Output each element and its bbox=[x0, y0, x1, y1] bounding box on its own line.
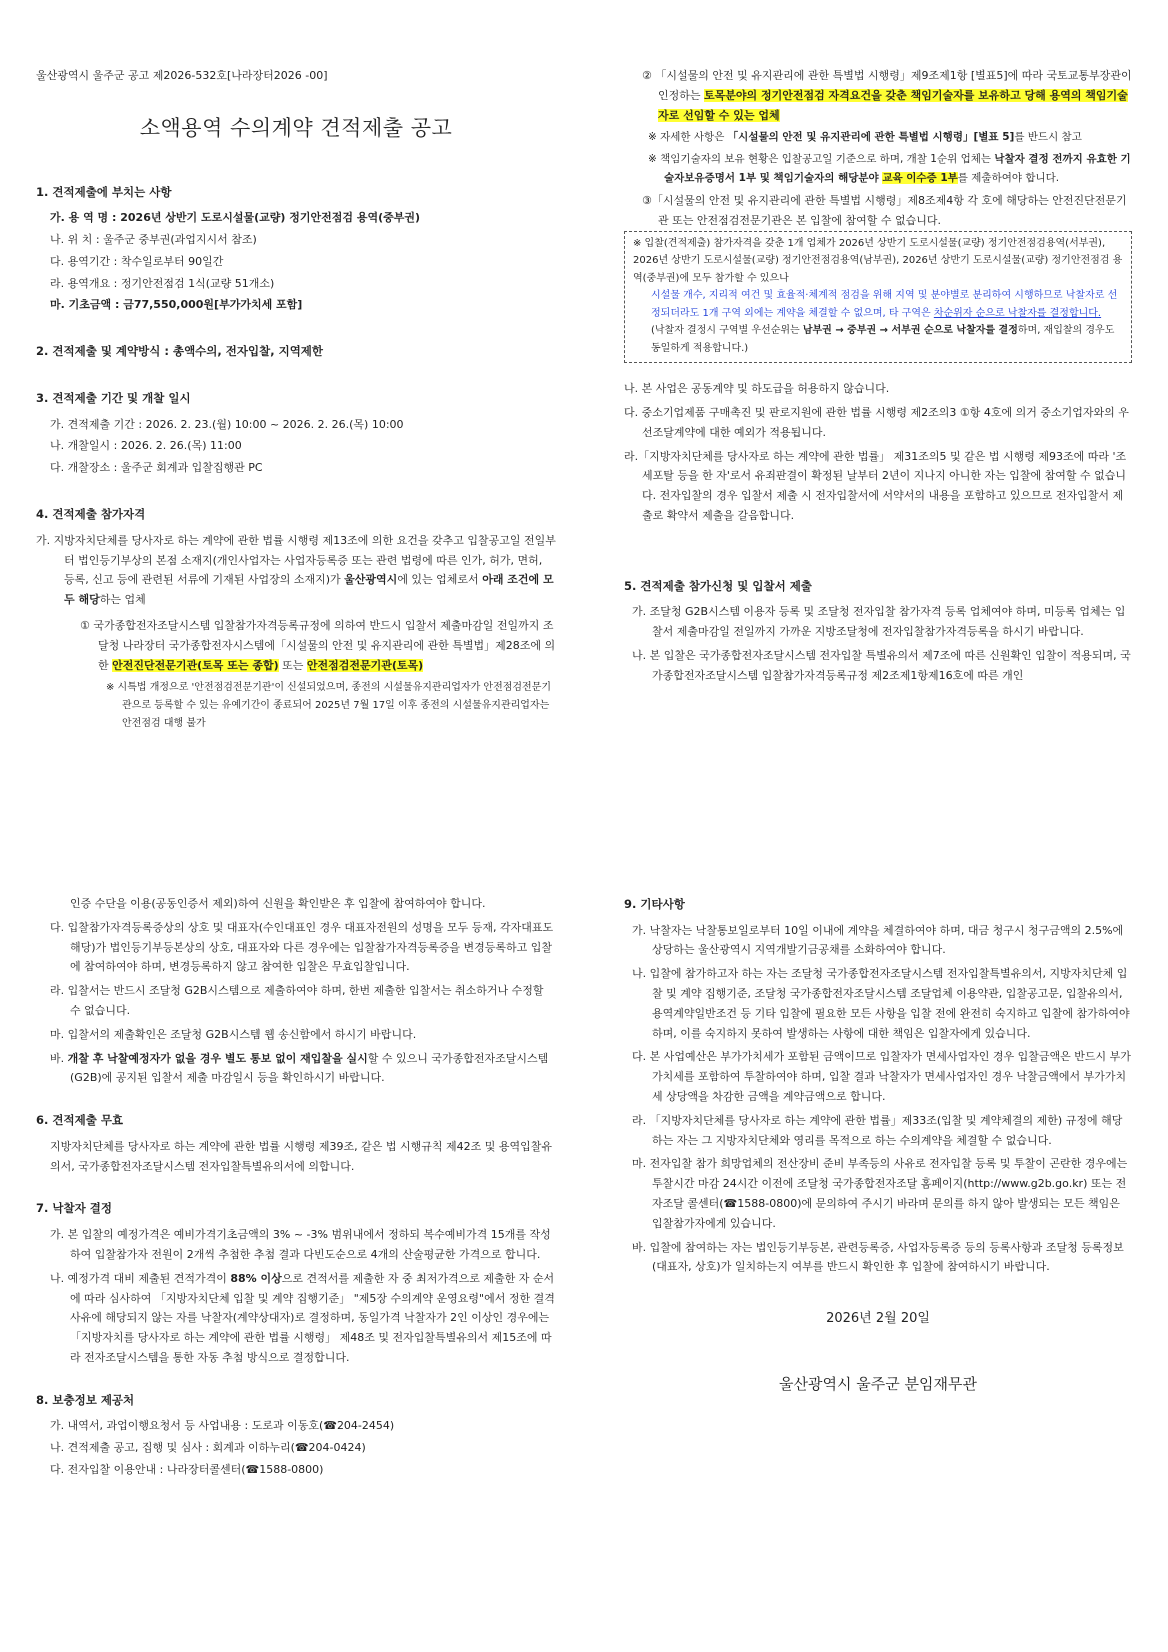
notice-number: 울산광역시 울주군 공고 제2026-532호[나라장터2026 -00] bbox=[36, 69, 328, 82]
s1-item-overview: 라. 용역개요 : 정기안전점검 1식(교량 51개소) bbox=[50, 276, 275, 290]
s1-item-location: 나. 위 치 : 울주군 중부권(과업지시서 참조) bbox=[50, 233, 257, 247]
r-qualification-2: ② 「시설물의 안전 및 유지관리에 관한 특별법 시행령」제9조제1항 [별표5]에 따라 국토교통부장관이 인정하는 토목분야의 정기안전점검 자격요건을 갖춘 책임기술자를 보유하고 당해 용역의 책임기술자로 선임할 수 있는 업체 bbox=[642, 69, 1132, 122]
s3-item-opening: 나. 개찰일시 : 2026. 2. 26.(목) 11:00 bbox=[50, 439, 242, 453]
box-blue-text: 시설물 개수, 지리적 여건 및 효율적·체계적 점검을 위해 지역 및 분야별로 분리하여 시행하므로 낙찰자로 선정되더라도 1개 구역 외에는 계약을 체결할 수 없으며, 타 구역은 차순위자 순으로 낙찰자를 결정합니다. bbox=[651, 290, 1118, 319]
s1-item-name: 가. 용 역 명 : 2026년 상반기 도로시설물(교량) 정기안전점검 용역(중부권) bbox=[50, 211, 421, 225]
r-note-2: ※ 책임기술자의 보유 현황은 입찰공고일 기준으로 하며, 개찰 1순위 업체는 낙찰자 결정 전까지 유효한 기술자보유증명서 1부 및 책임기술자의 해당분야 교육 이수증 1부를 제출하여야 합니다. bbox=[648, 153, 1131, 185]
s4-item-ga: 가. 지방자치단체를 당사자로 하는 계약에 관한 법률 시행령 제13조에 의한 요건을 갖추고 입찰공고일 전일부터 법인등기부상의 본점 소재지(개인사업자는 사업자등록증 또는 관련 법령에 따른 인가, 허가, 면허, 등록, 신고 등에 관련된 서류에 기재된 사업장의 소재지)가 울산광역시에 있는 업체로서 아래 조건에 모두 해당하는 업체 bbox=[36, 533, 556, 607]
page2-right-column bbox=[624, 894, 1132, 1398]
s3-item-period: 가. 견적제출 기간 : 2026. 2. 23.(월) 10:00 ~ 2026. 2. 26.(목) 10:00 bbox=[50, 417, 404, 431]
s1-item-base-amount: 마. 기초금액 : 금77,550,000원[부가가치세 포함] bbox=[50, 298, 303, 312]
notice-box bbox=[624, 231, 1132, 364]
s1-item-period: 다. 용역기간 : 착수일로부터 90일간 bbox=[50, 254, 224, 268]
s8-item-ga: 가. 내역서, 과업이행요청서 등 사업내용 : 도로과 이동호(☎204-2454) bbox=[50, 1419, 395, 1433]
s9-item-da: 다. 본 사업예산은 부가가치세가 포함된 금액이므로 입찰자가 면세사업자인 경우 입찰금액은 반드시 부가가치세를 포함하여 투찰하여야 하며, 입찰 결과 낙찰자가 면세사업자인 경우 낙찰금액에서 부가가치세 상당액을 차감한 금액을 계약금액으로 합니다. bbox=[632, 1050, 1131, 1104]
s9-item-na: 나. 입찰에 참가하고자 하는 자는 조달청 국가종합전자조달시스템 전자입찰특별유의서, 지방자치단체 입찰 및 계약 집행기준, 조달청 국가종합전자조달시스템 조달업체 이용약관, 입찰공고문, 입찰유의서, 용역계약일반조건 등 기타 입찰에 필요한 모든 사항을 입찰 전에 완전히 숙지하고 입찰에 참가하여야 하며, 이를 숙지하지 못하여 발생하는 사항에 대한 책임은 입찰자에게 있습니다. bbox=[632, 967, 1130, 1040]
s8-item-da: 다. 전자입찰 이용안내 : 나라장터콜센터(☎1588-0800) bbox=[50, 1463, 324, 1476]
section-6-title: 6. 견적제출 무효 bbox=[36, 1113, 124, 1128]
s8-item-na: 나. 견적제출 공고, 집행 및 심사 : 회계과 이하누리(☎204-0424) bbox=[50, 1441, 366, 1455]
section-7-title: 7. 낙찰자 결정 bbox=[36, 1201, 112, 1216]
s3-item-place: 다. 개찰장소 : 울주군 회계과 입찰집행관 PC bbox=[50, 461, 263, 475]
r-item-na: 나. 본 사업은 공동계약 및 하도급을 허용하지 않습니다. bbox=[624, 382, 890, 396]
s7-item-na: 나. 예정가격 대비 제출된 견적가격이 88% 이상으로 견적서를 제출한 자 중 최저가격으로 제출한 자 순서에 따라 심사하여 「지방자치단체 입찰 및 계약 집행기준」 "제5장 수의계약 운영요령"에서 정한 결격사유에 해당되지 않는 자를 낙찰자(계약상대자)로 결정하며, 동일가격 낙찰자가 2인 이상인 경우에는 「지방자치를 당사자로 하는 계약에 관한 법률 시행령」 제48조 및 전자입찰특별유의서 제15조에 따라 전자조달시스템을 통한 자동 추첨 방식으로 결정합니다. bbox=[50, 1271, 555, 1364]
s4-sub-1: ① 국가종합전자조달시스템 입찰참가자격등록규정에 의하여 반드시 입찰서 제출마감일 전일까지 조달청 나라장터 국가종합전자시스템에「시설물의 안전 및 유지관리에 관한 특별법」제28조에 의한 안전진단전문기관(토목 또는 종합) 또는 안전점검전문기관(토목) bbox=[80, 618, 556, 672]
page1-left-column bbox=[36, 66, 556, 735]
s9-item-ga: 가. 낙찰자는 낙찰통보일로부터 10일 이내에 계약을 체결하여야 하며, 대금 청구시 청구금액의 2.5%에 상당하는 울산광역시 지역개발기금공채를 소화하여야 합니다. bbox=[632, 923, 1124, 957]
issuing-organization: 울산광역시 울주군 분임재무관 bbox=[779, 1374, 977, 1393]
r-item-ra: 라.「지방자치단체를 당사자로 하는 계약에 관한 법률」 제31조의5 및 같은 법 시행령 제93조에 따라 '조세포탈 등을 한 자'로서 유죄판결이 확정된 날부터 2년이 지나지 아니한 자는 입찰에 참여할 수 없습니다. 전자입찰의 경우 입찰서 제출 시 전자입찰서에 서약서의 내용을 포함하고 있으므로 전자입찰서 제출로 확약서 제출을 갈음합니다. bbox=[624, 449, 1127, 522]
section-1-title: 1. 견적제출에 부치는 사항 bbox=[36, 184, 172, 199]
notice-date: 2026년 2월 20일 bbox=[826, 1311, 930, 1327]
s6-text: 지방자치단체를 당사자로 하는 계약에 관한 법률 시행령 제39조, 같은 법 시행규칙 제42조 및 용역입찰유의서, 국가종합전자조달시스템 전자입찰특별유의서에 의합니다. bbox=[50, 1139, 552, 1173]
s5-item-da: 다. 입찰참가자격등록증상의 상호 및 대표자(수인대표인 경우 대표자전원의 성명을 모두 등재, 각자대표도 해당)가 법인등기부등본상의 상호, 대표자와 다른 경우에는 입찰참가자격등록증을 변경등록하고 입찰에 참여하여야 하며, 변경등록하지 않고 참여한 입찰은 무효입찰입니다. bbox=[50, 920, 554, 974]
s5-item-ga: 가. 조달청 G2B시스템 이용자 등록 및 조달청 전자입찰 참가자격 등록 업체여야 하며, 미등록 업체는 입찰서 제출마감일 전일까지 가까운 지방조달청에 전자입찰참가자격등록을 하시기 바랍니다. bbox=[632, 605, 1126, 639]
section-9-title: 9. 기타사항 bbox=[624, 897, 685, 911]
document-title: 소액용역 수의계약 견적제출 공고 bbox=[139, 115, 453, 140]
r-qualification-3: ③「시설물의 안전 및 유지관리에 관한 특별법 시행령」제8조제4항 각 호에 해당하는 안전진단전문기관 또는 안전점검전문기관은 본 입찰에 참여할 수 없습니다. bbox=[642, 194, 1127, 227]
section-3-title: 3. 견적제출 기간 및 개찰 일시 bbox=[36, 390, 191, 405]
page2-left-column bbox=[36, 894, 556, 1482]
s5-continued: 인증 수단을 이용(공동인증서 제외)하여 신원을 확인받은 후 입찰에 참여하여야 합니다. bbox=[70, 897, 486, 910]
section-8-title: 8. 보충정보 제공처 bbox=[36, 1392, 135, 1407]
s5-item-ba: 바. 개찰 후 낙찰예정자가 없을 경우 별도 통보 없이 재입찰을 실시할 수 있으니 국가종합전자조달시스템(G2B)에 공지된 입찰서 제출 마감일시 등을 확인하시기 바랍니다. bbox=[50, 1051, 549, 1085]
s9-item-ra: 라. 「지방자치단체를 당사자로 하는 계약에 관한 법률」제33조(입찰 및 계약체결의 제한) 규정에 해당하는 자는 그 지방자치단체와 영리를 목적으로 하는 수의계약을 체결할 수 없습니다. bbox=[632, 1113, 1123, 1147]
s4-note: ※ 시특법 개정으로 '안전점검전문기관'이 신설되었으며, 종전의 시설물유지관리업자가 안전점검전문기관으로 등록할 수 있는 유예기간이 종료되어 2025년 7월 17일 이후 종전의 시설물유지관리업자는 안전점검 대행 불가 bbox=[106, 682, 552, 730]
section-4-title: 4. 견적제출 참가자격 bbox=[36, 507, 146, 522]
section-5-title: 5. 견적제출 참가신청 및 입찰서 제출 bbox=[624, 578, 812, 593]
r-note-1: ※ 자세한 사항은 「시설물의 안전 및 유지관리에 관한 특별법 시행령」[별표 5]를 반드시 참고 bbox=[648, 131, 1082, 144]
s9-item-ma: 마. 전자입찰 참가 희망업체의 전산장비 준비 부족등의 사유로 전자입찰 등록 및 투찰이 곤란한 경우에는 투찰시간 마감 24시간 이전에 조달청 국가종합전자조달 홈페이지(http://www.g2b.go.kr) 또는 전자조달 콜센터(☎1588-0800)에 문의하여 주시기 바라며 문의를 하지 않아 발생되는 모든 책임은 입찰참가자에게 있습니다. bbox=[632, 1157, 1128, 1230]
s5-item-ra: 라. 입찰서는 반드시 조달청 G2B시스템으로 제출하여야 하며, 한번 제출한 입찰서는 취소하거나 수정할 수 없습니다. bbox=[50, 984, 544, 1017]
s5-item-ma: 마. 입찰서의 제출확인은 조달청 G2B시스템 웹 송신함에서 하시기 바랍니다. bbox=[50, 1027, 417, 1041]
page1-right-column bbox=[624, 66, 1132, 690]
box-priority-text: (낙찰자 결정시 구역별 우선순위는 남부권 → 중부권 → 서부권 순으로 낙찰자를 결정하며, 재입찰의 경우도 동일하게 적용합니다.) bbox=[651, 325, 1115, 354]
s5-item-na: 나. 본 입찰은 국가종합전자조달시스템 전자입찰 특별유의서 제7조에 따른 신원확인 입찰이 적용되며, 국가종합전자조달시스템 입찰참가자격등록규정 제2조제1항제16호에 따른 개인 bbox=[632, 649, 1131, 682]
s7-item-ga: 가. 본 입찰의 예정가격은 예비가격기초금액의 3% ~ -3% 범위내에서 정하되 복수예비가격 15개를 작성하여 입찰참가자 전원이 2개씩 추첨한 추첨 결과 다빈도순으로 4개의 산술평균한 가격으로 합니다. bbox=[50, 1228, 551, 1261]
s9-item-ba: 바. 입찰에 참여하는 자는 법인등기부등본, 관련등록증, 사업자등록증 등의 등록사항과 조달청 등록정보(대표자, 상호)가 일치하는지 여부를 반드시 확인한 후 입찰에 참여하시기 바랍니다. bbox=[632, 1240, 1124, 1274]
r-item-da: 다. 중소기업제품 구매촉진 및 판로지원에 관한 법률 시행령 제2조의3 ①항 4호에 의거 중소기업자와의 우선조달계약에 대한 예외가 적용됩니다. bbox=[624, 405, 1129, 439]
box-text-1: ※ 입찰(견적제출) 참가자격을 갖춘 1개 업체가 2026년 상반기 도로시설물(교량) 정기안전점검용역(서부권), 2026년 상반기 도로시설물(교량) 정기안전점검용역(남부권), 2026년 상반기 도로시설물(교량) 정기안전점검 용역(중부권)에 모두 참가할 수 있으나 bbox=[633, 237, 1123, 284]
section-2-title: 2. 견적제출 및 계약방식 : 총액수의, 전자입찰, 지역제한 bbox=[36, 344, 324, 359]
